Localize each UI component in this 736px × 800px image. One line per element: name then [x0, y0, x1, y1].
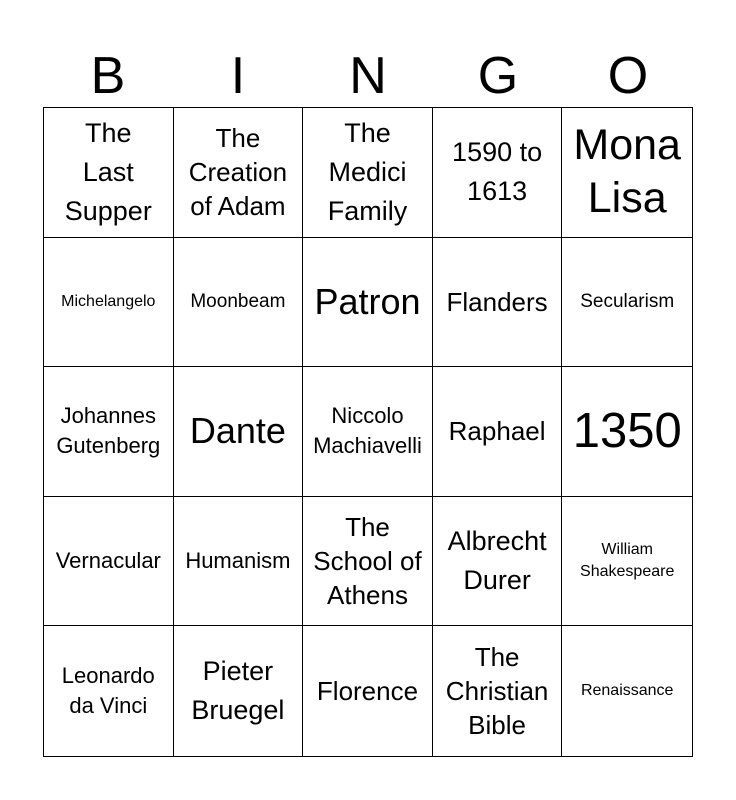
bingo-header	[43, 44, 693, 108]
header-letter-n: N	[349, 47, 387, 105]
cell-label: 1590 to 1613	[452, 137, 543, 207]
cell-label: William Shakespeare	[580, 541, 675, 581]
cell-label: Albrecht Durer	[447, 526, 547, 596]
bingo-cell[interactable]	[303, 626, 433, 756]
bingo-cell[interactable]	[562, 108, 692, 238]
bingo-cell[interactable]	[433, 367, 563, 497]
cell-label: Raphael	[448, 416, 546, 447]
cell-label: Mona Lisa	[573, 121, 681, 223]
cell-label: The Creation of Adam	[188, 123, 288, 222]
bingo-cell[interactable]	[303, 367, 433, 497]
cell-label: Secularism	[580, 290, 675, 312]
bingo-cell[interactable]	[562, 367, 692, 497]
bingo-cell[interactable]	[433, 108, 563, 238]
bingo-cell[interactable]	[174, 626, 304, 756]
header-letter-o: O	[607, 47, 649, 105]
bingo-cell[interactable]	[433, 497, 563, 627]
bingo-cell[interactable]	[562, 497, 692, 627]
cell-label: Renaissance	[580, 682, 674, 700]
bingo-cell[interactable]	[433, 238, 563, 368]
cell-label: Johannes Gutenberg	[56, 403, 161, 459]
cell-label: Leonardo da Vinci	[61, 663, 155, 719]
cell-label: The Christian Bible	[445, 642, 549, 741]
bingo-cell[interactable]	[44, 238, 174, 368]
bingo-cell[interactable]	[44, 497, 174, 627]
bingo-cell[interactable]	[174, 367, 304, 497]
bingo-cell[interactable]	[174, 108, 304, 238]
cell-label: Vernacular	[55, 548, 161, 574]
header-letter-g: G	[477, 47, 519, 105]
cell-label: 1350	[572, 404, 682, 459]
bingo-cell[interactable]	[44, 626, 174, 756]
bingo-cell[interactable]	[303, 238, 433, 368]
bingo-cell[interactable]	[44, 367, 174, 497]
cell-label: The Medici Family	[327, 117, 408, 226]
bingo-cell[interactable]	[44, 108, 174, 238]
bingo-cell[interactable]	[174, 497, 304, 627]
bingo-cell[interactable]	[174, 238, 304, 368]
bingo-cell[interactable]	[433, 626, 563, 756]
bingo-cell[interactable]	[562, 238, 692, 368]
bingo-cell[interactable]	[303, 108, 433, 238]
cell-label: Humanism	[185, 548, 291, 574]
bingo-cell[interactable]	[562, 626, 692, 756]
cell-label: Pieter Bruegel	[191, 656, 285, 726]
cell-label: Patron	[314, 280, 421, 322]
cell-label: Michelangelo	[61, 292, 156, 310]
header-letter-b: B	[90, 47, 126, 105]
cell-label: Flanders	[446, 286, 548, 317]
bingo-cell[interactable]	[303, 497, 433, 627]
bingo-grid	[43, 107, 693, 757]
cell-label: The Last Supper	[64, 117, 152, 226]
header-letter-i: I	[230, 47, 246, 105]
cell-label: Niccolo Machiavelli	[313, 403, 422, 459]
cell-label: The School of Athens	[313, 512, 422, 611]
cell-label: Moonbeam	[190, 290, 286, 312]
cell-label: Florence	[316, 676, 419, 707]
cell-label: Dante	[189, 410, 286, 452]
